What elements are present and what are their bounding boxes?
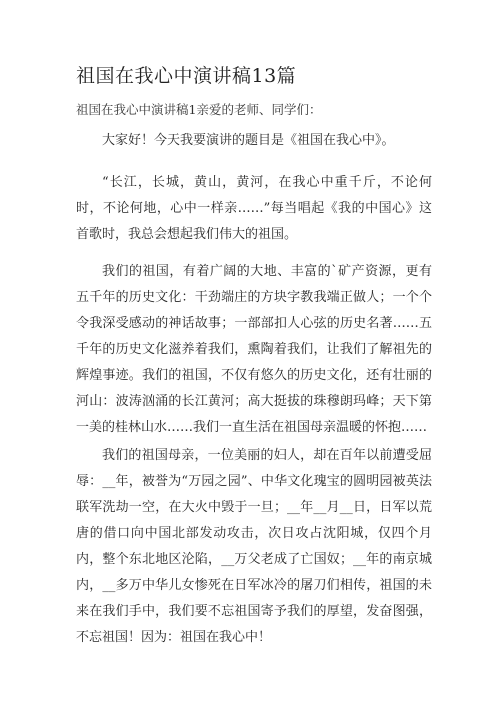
paragraph-greeting: 大家好！今天我要演讲的题目是《祖国在我心中》。 (102, 133, 395, 148)
document-subtitle: 祖国在我心中演讲稿1亲爱的老师、同学们： (76, 102, 322, 117)
paragraph-humiliation: 我们的祖国母亲，一位美丽的妇人，却在百年以前遭受屈辱：__年，被誉为“万园之园”、中华文化瑰宝的圆明园被英法联军洗劫一空，在大火中毁于一旦；__年__月__日，日军以荒唐的借口向中国北部发动攻击，次日攻占沈阳城，仅四个月内，整个东北地区沦陷，__万父老成了亡国奴；__年的南京城内，__多万中华儿女惨死在日军冰冷的屠刀们相传，祖国的未来在我们手中，我们要不忘祖国寄予我们的厚望，发奋图强，不忘祖国！因为：祖国在我心中！ (76, 448, 432, 645)
document-title: 祖国在我心中演讲稿13篇 (76, 65, 297, 87)
paragraph-song: “长江，长城，黄山，黄河，在我心中重千斤，不论何时，不论何地，心中一样亲……”每当唱起《我的中国心》这首歌时，我总会想起我们伟大的祖国。 (76, 175, 432, 242)
paragraph-history: 我们的祖国，有着广阔的大地、丰富的`矿产资源，更有五千年的历史文化：干劲端庄的方块字教我端正做人；一个个令我深受感动的神话故事；一部部扣人心弦的历史名著……五千年的历史文化滋养着我们，熏陶着我们，让我们了解祖先的辉煌事迹。我们的祖国，不仅有悠久的历史文化，还有壮丽的河山：波涛汹涌的长江黄河；高大挺拔的珠穆朗玛峰；天下第一美的桂林山水……我们一直生活在祖国母亲温暖的怀抱…… (76, 264, 432, 435)
